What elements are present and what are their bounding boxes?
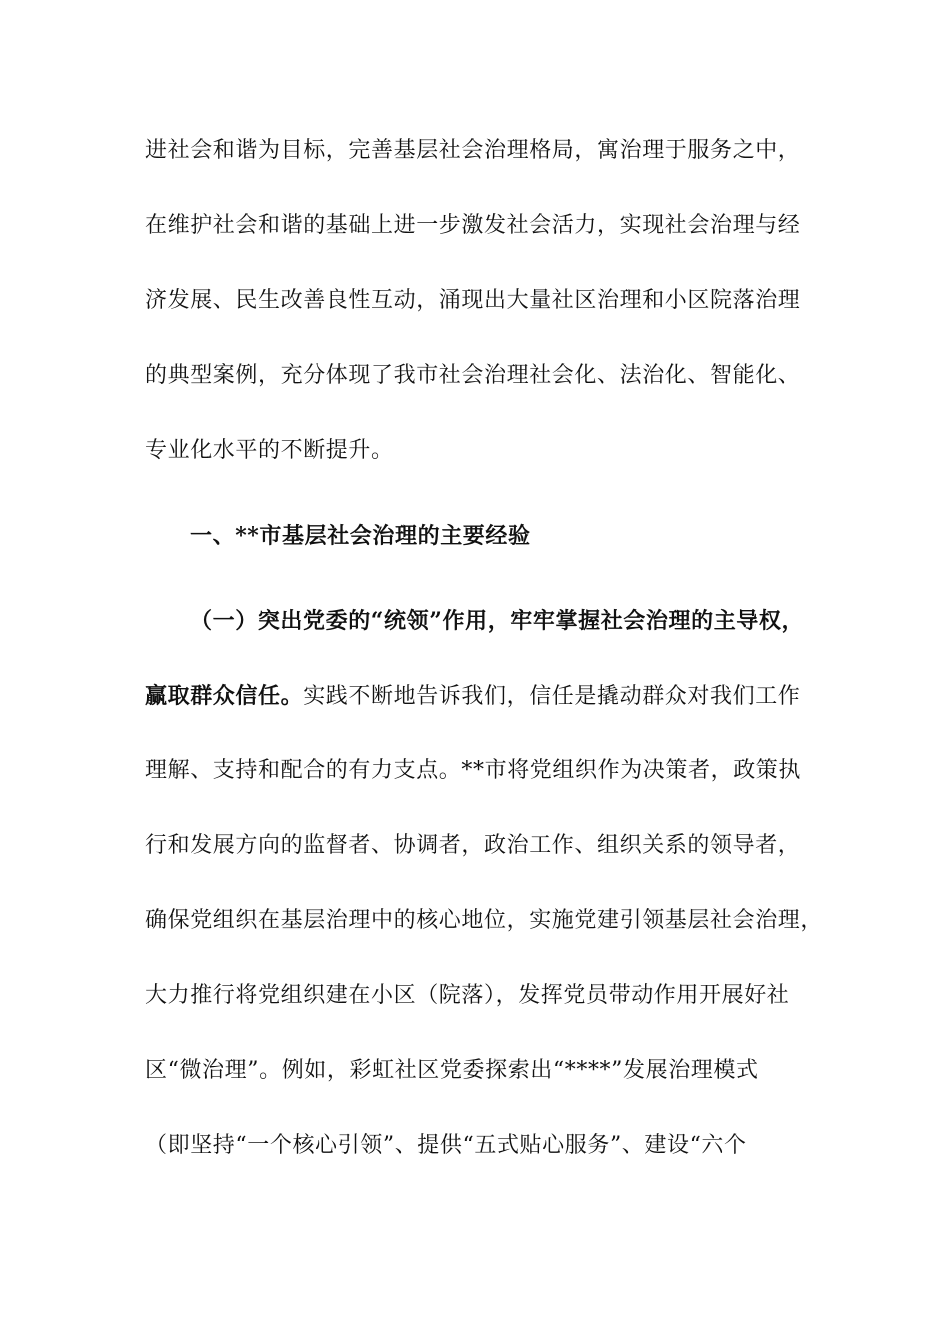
paragraph-lead-rest: 实践不断地告诉我们，信任是撬动群众对我们工作 <box>303 684 801 709</box>
body-line-2: 行和发展方向的监督者、协调者，政治工作、组织关系的领导者， <box>145 833 801 858</box>
intro-line-5: 专业化水平的不断提升。 <box>145 438 394 463</box>
intro-line-1: 进社会和谐为目标，完善基层社会治理格局，寓治理于服务之中， <box>145 138 801 163</box>
subsection-heading-1: （一）突出党委的“统领”作用，牢牢掌握社会治理的主导权， <box>190 608 805 634</box>
paragraph-lead-bold: 赢取群众信任。 <box>145 683 304 709</box>
body-line-1: 理解、支持和配合的有力支点。**市将党组织作为决策者，政策执 <box>145 758 802 783</box>
paragraph-lead-line <box>145 681 825 712</box>
body-line-5: 区“微治理”。例如，彩虹社区党委探索出“****”发展治理模式 <box>145 1058 759 1083</box>
section-heading-1: 一、**市基层社会治理的主要经验 <box>190 523 531 549</box>
body-line-4: 大力推行将党组织建在小区（院落），发挥党员带动作用开展好社 <box>145 983 790 1008</box>
body-line-3: 确保党组织在基层治理中的核心地位，实施党建引领基层社会治理， <box>145 908 824 933</box>
intro-line-3: 济发展、民生改善良性互动，涌现出大量社区治理和小区院落治理 <box>145 288 801 313</box>
intro-line-2: 在维护社会和谐的基础上进一步激发社会活力，实现社会治理与经 <box>145 213 801 238</box>
intro-line-4: 的典型案例，充分体现了我市社会治理社会化、法治化、智能化、 <box>145 363 801 388</box>
body-line-6: （即坚持“一个核心引领”、提供“五式贴心服务”、建设“六个 <box>145 1133 747 1158</box>
